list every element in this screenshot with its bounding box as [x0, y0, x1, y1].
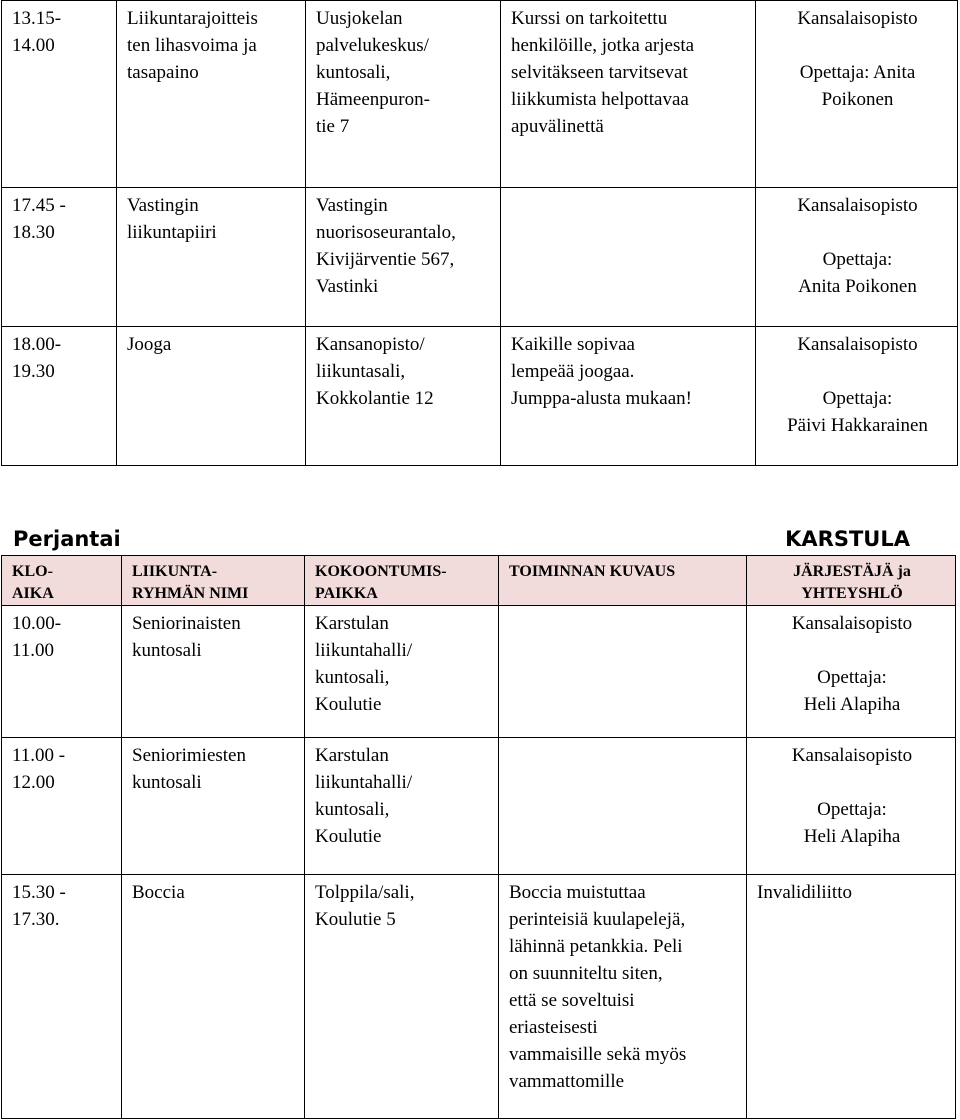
table-row [2, 606, 956, 738]
group-name-cell: Jooga [117, 327, 306, 466]
table-row [2, 1, 958, 188]
table-row [2, 188, 958, 327]
organizer-cell: Invalidiliitto [747, 875, 956, 1119]
schedule-table-top [1, 0, 958, 466]
location-heading: KARSTULA [785, 527, 910, 551]
description-cell: Kaikille sopivaa lempeää joogaa. Jumppa-alusta mukaan! [501, 327, 756, 466]
group-name-cell: Seniorinaisten kuntosali [122, 606, 305, 738]
group-name-cell: Liikuntarajoitteis ten lihasvoima ja tasapaino [117, 1, 306, 188]
organizer-cell: Kansalaisopisto Opettaja: Heli Alapiha [747, 606, 956, 738]
time-cell: 10.00- 11.00 [2, 606, 122, 738]
table-header-row [2, 556, 956, 606]
header-group-name: LIIKUNTA- RYHMÄN NIMI [122, 556, 305, 606]
group-name-cell: Vastingin liikuntapiiri [117, 188, 306, 327]
description-cell: Boccia muistuttaa perinteisiä kuulapelejä, lähinnä petankkia. Peli on suunniteltu siten, että se soveltuisi eriasteisesti vammaisille sekä myös vammattomille [499, 875, 747, 1119]
group-name-cell: Seniorimiesten kuntosali [122, 738, 305, 875]
time-cell: 15.30 - 17.30. [2, 875, 122, 1119]
group-name-cell: Boccia [122, 875, 305, 1119]
schedule-table-karstula [1, 555, 956, 1119]
meeting-place-cell: Karstulan liikuntahalli/ kuntosali, Koulutie [305, 606, 499, 738]
header-description: TOIMINNAN KUVAUS [499, 556, 747, 606]
time-cell: 11.00 - 12.00 [2, 738, 122, 875]
header-meeting-place: KOKOONTUMIS- PAIKKA [305, 556, 499, 606]
organizer-cell: Kansalaisopisto Opettaja: Anita Poikonen [756, 1, 958, 188]
meeting-place-cell: Kansanopisto/ liikuntasali, Kokkolantie 12 [306, 327, 501, 466]
meeting-place-cell: Uusjokelan palvelukeskus/ kuntosali, Hämeenpuron- tie 7 [306, 1, 501, 188]
description-cell [499, 738, 747, 875]
meeting-place-cell: Vastingin nuorisoseurantalo, Kivijärventie 567, Vastinki [306, 188, 501, 327]
table-row [2, 738, 956, 875]
table-row [2, 327, 958, 466]
organizer-cell: Kansalaisopisto Opettaja: Anita Poikonen [756, 188, 958, 327]
time-cell: 18.00- 19.30 [2, 327, 117, 466]
meeting-place-cell: Karstulan liikuntahalli/ kuntosali, Koulutie [305, 738, 499, 875]
meeting-place-cell: Tolppila/sali, Koulutie 5 [305, 875, 499, 1119]
header-time: KLO- AIKA [2, 556, 122, 606]
table-row [2, 875, 956, 1119]
time-cell: 17.45 - 18.30 [2, 188, 117, 327]
day-heading: Perjantai [13, 527, 121, 551]
organizer-cell: Kansalaisopisto Opettaja: Heli Alapiha [747, 738, 956, 875]
description-cell [499, 606, 747, 738]
organizer-cell: Kansalaisopisto Opettaja: Päivi Hakkarainen [756, 327, 958, 466]
description-cell [501, 188, 756, 327]
time-cell: 13.15- 14.00 [2, 1, 117, 188]
description-cell: Kurssi on tarkoitettu henkilöille, jotka arjesta selvitäkseen tarvitsevat liikkumista helpottavaa apuvälinettä [501, 1, 756, 188]
header-organizer: JÄRJESTÄJÄ ja YHTEYSHLÖ [747, 556, 956, 606]
